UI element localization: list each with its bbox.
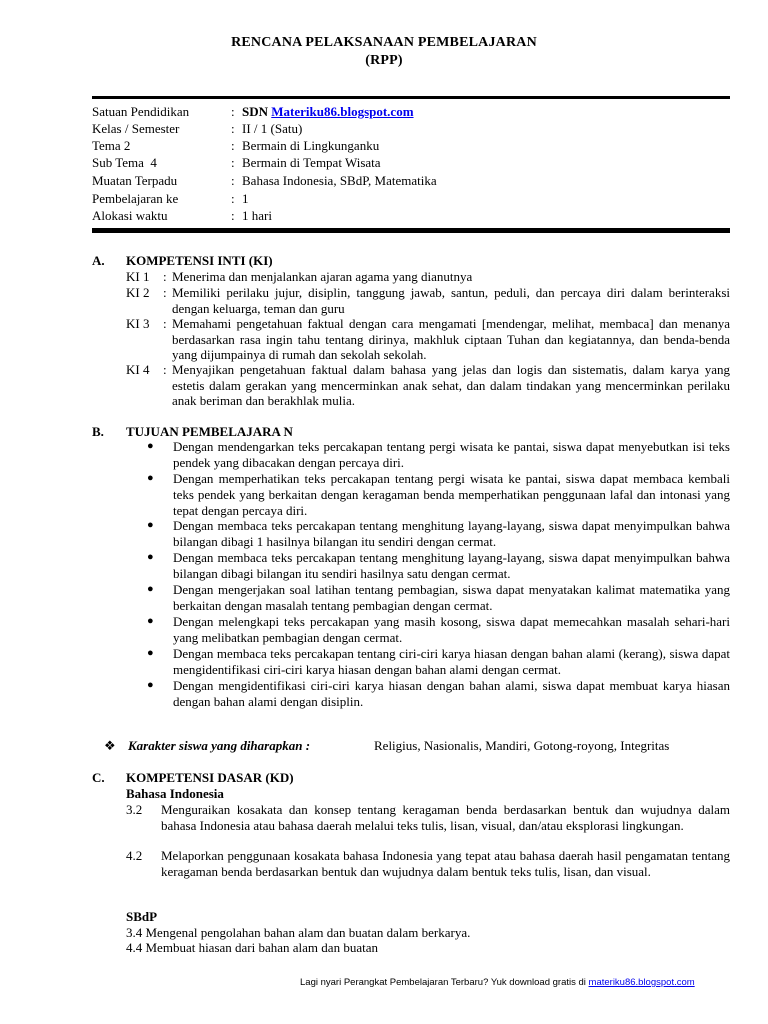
tema-value: Bermain di Lingkunganku: [242, 138, 380, 153]
tujuan-text: Dengan membaca teks percakapan tentang ciri-ciri karya hiasan dengan bahan alami (kerang), siswa dapat mengidentifikasi ciri-ciri karya hiasan dengan bahan alami dengan cermat.: [173, 646, 730, 677]
section-a-title: KOMPETENSI INTI (KI): [126, 253, 273, 268]
alokasi-value: 1 hari: [242, 208, 272, 223]
ki-code: KI 2: [126, 285, 150, 300]
tujuan-text: Dengan membaca teks percakapan tentang menghitung layang-layang, siswa dapat menyimpulkan bahwa bilangan dibagi bilangan itu sendiri hasilnya satu dengan cermat.: [173, 550, 730, 581]
tujuan-text: Dengan mendengarkan teks percakapan tentang pergi wisata ke pantai, siswa dapat menyebutkan isi teks pendek yang dibacakan dengan percaya diri.: [173, 439, 730, 470]
kd-text: Melaporkan penggunaan kosakata bahasa Indonesia yang tepat atau bahasa daerah hasil pengamatan tentang keragaman benda berdasarkan bentuk dan wujudnya dalam bentuk teks tulis, lisan, dan visual.: [161, 848, 730, 879]
karakter-label: Karakter siswa yang diharapkan :: [128, 738, 311, 753]
satuan-prefix: SDN: [242, 104, 269, 119]
ki-colon: :: [163, 285, 167, 300]
tujuan-text: Dengan mengidentifikasi ciri-ciri karya hiasan dengan bahan alami, siswa dapat membuat karya hiasan dengan bahan alami dengan disiplin.: [173, 678, 730, 709]
footer: [300, 977, 695, 988]
section-c-title: KOMPETENSI DASAR (KD): [126, 770, 294, 785]
ki-colon: :: [163, 362, 167, 377]
sbdp-item: 4.4 Membuat hiasan dari bahan alam dan buatan: [126, 940, 378, 955]
subtema-colon: :: [231, 155, 235, 170]
bullet-icon: ●: [147, 440, 154, 452]
muatan-colon: :: [231, 173, 235, 188]
muatan-value: Bahasa Indonesia, SBdP, Matematika: [242, 173, 437, 188]
tujuan-text: Dengan mengerjakan soal latihan tentang pembagian, siswa dapat menyatakan kalimat matematika yang berkaitan dengan masalah tentang pembagian dengan cermat.: [173, 582, 730, 613]
tujuan-text: Dengan memperhatikan teks percakapan tentang pergi wisata ke pantai, siswa dapat membaca kembali teks pendek yang berkaitan dengan keragaman benda memperhatikan penggunaan lafal dan intonasi yang tepat dengan percaya diri.: [173, 471, 730, 518]
ki-code: KI 4: [126, 362, 150, 377]
tema-label: Tema 2: [92, 138, 131, 153]
diamond-bullet-icon: ❖: [104, 738, 116, 753]
kd-number: 3.2: [126, 802, 143, 817]
section-c-letter: C.: [92, 770, 105, 785]
satuan-colon: :: [231, 104, 235, 119]
ki-colon: :: [163, 269, 167, 284]
alokasi-colon: :: [231, 208, 235, 223]
pembelajaran-colon: :: [231, 191, 235, 206]
satuan-link[interactable]: Materiku86.blogspot.com: [271, 104, 414, 119]
bullet-icon: ●: [147, 615, 154, 627]
document-subtitle: (RPP): [365, 53, 403, 68]
tujuan-text: Dengan membaca teks percakapan tentang menghitung layang-layang, siswa dapat menyimpulkan bahwa bilangan dibagi 1 hasilnya bilangan itu sendiri dengan cermat.: [173, 518, 730, 549]
ki-code: KI 1: [126, 269, 150, 284]
ki-colon: :: [163, 316, 167, 331]
section-b-letter: B.: [92, 424, 104, 439]
subtema-label: Sub Tema 4: [92, 155, 157, 170]
satuan-value: [242, 103, 414, 120]
ki-text: Menerima dan menjalankan ajaran agama yang dianutnya: [172, 269, 473, 284]
section-a-letter: A.: [92, 253, 105, 268]
muatan-label: Muatan Terpadu: [92, 173, 178, 188]
tujuan-text: Dengan melengkapi teks percakapan yang masih kosong, siswa dapat memecahkan masalah sehari-hari yang melibatkan pembagian dengan cermat.: [173, 614, 730, 645]
kelas-label: Kelas / Semester: [92, 121, 180, 136]
footer-link[interactable]: materiku86.blogspot.com: [588, 977, 695, 988]
alokasi-label: Alokasi waktu: [92, 208, 168, 223]
pembelajaran-label: Pembelajaran ke: [92, 191, 179, 206]
karakter-value: Religius, Nasionalis, Mandiri, Gotong-royong, Integritas: [374, 738, 670, 753]
kd-text: Menguraikan kosakata dan konsep tentang keragaman benda berdasarkan bentuk dan wujudnya dalam bahasa Indonesia atau bahasa daerah melalui teks tulis, lisan, visual, dan/atau eksplorasi lingkungan.: [161, 802, 730, 833]
kd-number: 4.2: [126, 848, 143, 863]
sbdp-heading: SBdP: [126, 909, 158, 924]
bullet-icon: ●: [147, 647, 154, 659]
ki-text: Menyajikan pengetahuan faktual dalam bahasa yang jelas dan logis dan sistematis, dalam karya yang estetis dalam gerakan yang mencerminkan anak sehat, dan dalam tindakan yang mencerminkan perilaku anak beriman dan berakhlak mulia.: [172, 362, 730, 408]
sbdp-item: 3.4 Mengenal pengolahan bahan alam dan buatan dalam berkarya.: [126, 925, 471, 940]
bahasa-heading: Bahasa Indonesia: [126, 786, 224, 801]
bullet-icon: ●: [147, 472, 154, 484]
bullet-icon: ●: [147, 679, 154, 691]
pembelajaran-value: 1: [242, 191, 249, 206]
bullet-icon: ●: [147, 519, 154, 531]
satuan-label: Satuan Pendidikan: [92, 104, 190, 119]
subtema-value: Bermain di Tempat Wisata: [242, 155, 381, 170]
footer-text: Lagi nyari Perangkat Pembelajaran Terbaru? Yuk download gratis di: [300, 977, 589, 988]
document-title: RENCANA PELAKSANAAN PEMBELAJARAN: [231, 35, 537, 50]
section-b-title: TUJUAN PEMBELAJARA N: [126, 424, 293, 439]
top-rule: [92, 96, 730, 99]
tema-colon: :: [231, 138, 235, 153]
ki-text: Memahami pengetahuan faktual dengan cara mengamati [mendengar, melihat, membaca] dan menanya berdasarkan rasa ingin tahu tentang dirinya, makhluk ciptaan Tuhan dan kegiatannya, dan benda-benda yang dijumpainya di rumah dan sekolah sekolah.: [172, 316, 730, 362]
kelas-value: II / 1 (Satu): [242, 121, 303, 136]
bullet-icon: ●: [147, 583, 154, 595]
identity-bottom-rule: [92, 228, 730, 233]
bullet-icon: ●: [147, 551, 154, 563]
ki-code: KI 3: [126, 316, 150, 331]
ki-text: Memiliki perilaku jujur, disiplin, tanggung jawab, santun, peduli, dan percaya diri dalam berinteraksi dengan keluarga, teman dan guru: [172, 285, 730, 316]
kelas-colon: :: [231, 121, 235, 136]
